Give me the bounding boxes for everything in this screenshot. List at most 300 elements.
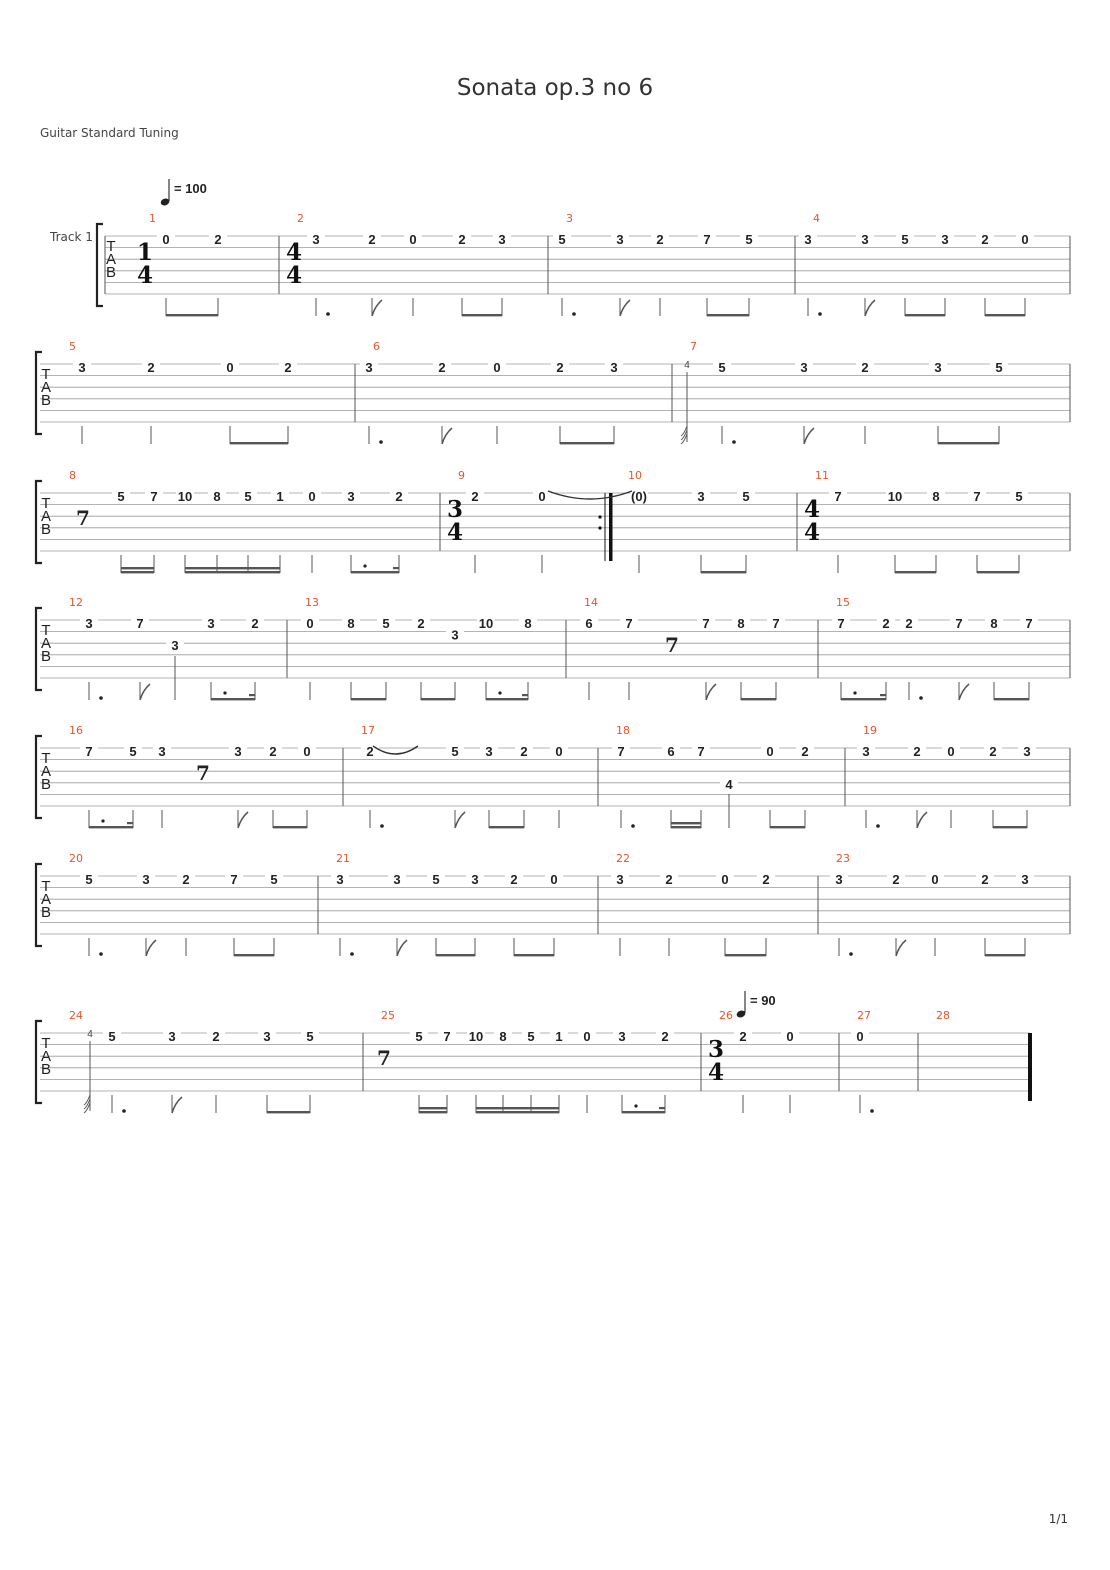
beam: [707, 314, 749, 316]
fret-number: 1: [555, 1029, 563, 1044]
fret-number: 2: [458, 232, 466, 247]
tab-system-2: [36, 340, 1070, 444]
measure-number: 13: [305, 596, 319, 609]
fret-number: 5: [745, 232, 753, 247]
fret-number: 2: [417, 616, 425, 631]
tab-systems: [36, 179, 1070, 1113]
fret-number: 0: [786, 1029, 794, 1044]
repeat-dot: [598, 526, 601, 529]
dotted-rhythm-dot: [732, 440, 736, 444]
fret-number: 8: [213, 489, 221, 504]
beam: [421, 698, 455, 700]
time-signature-top: 1: [136, 239, 154, 266]
dotted-rhythm-dot: [572, 312, 576, 316]
grace-note-fret: 4: [87, 1029, 93, 1040]
fret-number: 2: [182, 872, 190, 887]
fret-number: 5: [1015, 489, 1023, 504]
fret-number: 3: [618, 1029, 626, 1044]
fret-number: 7: [230, 872, 238, 887]
sixteenth-beam: [419, 1107, 447, 1109]
dotted-rhythm-dot: [380, 824, 384, 828]
fret-number: 0: [856, 1029, 864, 1044]
fret-number: 3: [697, 489, 705, 504]
beam: [234, 954, 274, 956]
tab-system-7: [36, 1009, 1032, 1113]
fret-number: 5: [451, 744, 459, 759]
fret-number: 4: [725, 777, 733, 792]
measure-number: 27: [857, 1009, 871, 1022]
fret-number: 5: [742, 489, 750, 504]
fret-number: 2: [510, 872, 518, 887]
tempo-value: = 90: [750, 993, 776, 1008]
beam: [486, 698, 528, 700]
beam: [514, 954, 554, 956]
fret-number: 7: [1025, 616, 1033, 631]
beam: [560, 442, 614, 444]
fret-number: 8: [347, 616, 355, 631]
fret-number: 10: [887, 489, 903, 504]
measure-number: 15: [836, 596, 850, 609]
fret-number: 0: [555, 744, 563, 759]
eighth-flag: [140, 684, 150, 700]
tab-clef-letter: A: [40, 635, 52, 652]
fret-number: 2: [801, 744, 809, 759]
fret-number: 2: [147, 360, 155, 375]
track-label: Track 1: [50, 230, 93, 244]
tab-clef-letter: A: [40, 1048, 52, 1065]
fret-number: 3: [171, 638, 179, 653]
time-signature-bottom: 4: [136, 262, 154, 289]
tab-system-4: [36, 596, 1070, 700]
dotted-rhythm-dot: [870, 1109, 874, 1113]
fret-number: 7: [85, 744, 93, 759]
measure-number: 14: [584, 596, 598, 609]
fret-number: 2: [989, 744, 997, 759]
fret-number: 0: [308, 489, 316, 504]
tab-clef-letter: A: [105, 251, 117, 268]
fret-number: 3: [1021, 872, 1029, 887]
measure-number: 4: [813, 212, 820, 225]
fret-number: 0: [947, 744, 955, 759]
measure-number: 21: [336, 852, 350, 865]
beam: [273, 826, 307, 828]
tempo-marking: [160, 179, 207, 207]
fret-number: 2: [368, 232, 376, 247]
fret-number: 5: [432, 872, 440, 887]
fret-number: 3: [616, 232, 624, 247]
tab-clef-letter: T: [41, 878, 51, 895]
beam: [622, 1111, 665, 1113]
eighth-flag: [397, 940, 407, 956]
fret-number: 5: [117, 489, 125, 504]
fret-number: 3: [1023, 744, 1031, 759]
song-title: Sonata op.3 no 6: [456, 75, 654, 101]
dotted-rhythm-dot: [818, 312, 822, 316]
fret-number: 0: [303, 744, 311, 759]
beam: [994, 698, 1029, 700]
fret-number: 8: [932, 489, 940, 504]
dotted-rhythm-dot: [99, 696, 103, 700]
eighth-flag: [865, 300, 875, 316]
fret-number: 3: [393, 872, 401, 887]
fret-number: 0: [583, 1029, 591, 1044]
fret-number: 2: [762, 872, 770, 887]
fret-number: 0: [306, 616, 314, 631]
fret-number: 5: [129, 744, 137, 759]
fret-number: 7: [150, 489, 158, 504]
fret-number: 3: [804, 232, 812, 247]
dotted-rhythm-dot: [326, 312, 330, 316]
sixteenth-partial-beam: [393, 567, 399, 569]
fret-number: 2: [905, 616, 913, 631]
fret-number: 3: [168, 1029, 176, 1044]
beam: [977, 571, 1019, 573]
measure-number: 8: [69, 469, 76, 482]
dotted-rhythm-dot: [919, 696, 923, 700]
fret-number: 0: [931, 872, 939, 887]
time-signature-top: 4: [803, 496, 821, 523]
beam: [121, 571, 154, 573]
fret-number: 2: [913, 744, 921, 759]
measure-number: 23: [836, 852, 850, 865]
beam: [725, 954, 766, 956]
fret-number: 2: [471, 489, 479, 504]
fret-number: 10: [478, 616, 494, 631]
fret-number: 3: [616, 872, 624, 887]
fret-number: 2: [251, 616, 259, 631]
dotted-rhythm-dot: [223, 691, 226, 694]
fret-number: 2: [269, 744, 277, 759]
time-signature-top: 3: [707, 1036, 725, 1063]
tab-clef-letter: A: [40, 763, 52, 780]
repeat-dot: [598, 515, 601, 518]
fret-number: 5: [527, 1029, 535, 1044]
fret-number: 3: [365, 360, 373, 375]
tab-clef-letter: T: [41, 366, 51, 383]
eighth-flag: [372, 300, 382, 316]
fret-number: 0: [226, 360, 234, 375]
tuning-label: Guitar Standard Tuning: [40, 126, 179, 140]
fret-number: 7: [625, 616, 633, 631]
dotted-rhythm-dot: [350, 952, 354, 956]
fret-number: 3: [78, 360, 86, 375]
fret-number: 5: [108, 1029, 116, 1044]
beam: [741, 698, 776, 700]
fret-number: 7: [955, 616, 963, 631]
fret-number: 0: [493, 360, 501, 375]
fret-number: 3: [158, 744, 166, 759]
fret-number: 2: [520, 744, 528, 759]
fret-number: 3: [471, 872, 479, 887]
beam: [351, 698, 386, 700]
fret-number: 7: [702, 616, 710, 631]
fret-number: 3: [498, 232, 506, 247]
fret-number: 2: [395, 489, 403, 504]
fret-number: 0: [162, 232, 170, 247]
eighth-flag: [804, 428, 814, 444]
measure-number: 6: [373, 340, 380, 353]
fret-number: 5: [306, 1029, 314, 1044]
fret-number: 3: [800, 360, 808, 375]
measure-number: 11: [815, 469, 829, 482]
measure-number: 16: [69, 724, 83, 737]
tab-clef-letter: T: [41, 1035, 51, 1052]
fret-number: 3: [234, 744, 242, 759]
fret-number: (0): [631, 489, 647, 504]
tab-system-3: [36, 469, 1070, 573]
fret-number: 2: [665, 872, 673, 887]
time-signature-bottom: 4: [285, 262, 303, 289]
sixteenth-beam: [671, 822, 701, 824]
beam: [985, 954, 1025, 956]
beam: [993, 826, 1027, 828]
fret-number: 0: [550, 872, 558, 887]
fret-number: 0: [721, 872, 729, 887]
dotted-rhythm-dot: [99, 952, 103, 956]
beam: [230, 442, 288, 444]
dotted-rhythm-dot: [379, 440, 383, 444]
dotted-rhythm-dot: [363, 564, 366, 567]
tab-clef-letter: A: [40, 891, 52, 908]
measure-number: 2: [297, 212, 304, 225]
eighth-flag: [455, 812, 465, 828]
fret-number: 2: [212, 1029, 220, 1044]
tab-clef-letter: B: [40, 392, 52, 409]
measure-number: 18: [616, 724, 630, 737]
eighth-rest: 7: [665, 633, 679, 657]
fret-number: 3: [934, 360, 942, 375]
fret-number: 2: [661, 1029, 669, 1044]
tab-clef-letter: T: [41, 750, 51, 767]
eighth-flag: [896, 940, 906, 956]
beam: [351, 571, 399, 573]
measure-number: 28: [936, 1009, 950, 1022]
fret-number: 0: [766, 744, 774, 759]
tab-clef-letter: T: [106, 238, 116, 255]
fret-number: 8: [524, 616, 532, 631]
tab-system-5: [36, 724, 1070, 828]
beam: [267, 1111, 310, 1113]
beam: [211, 698, 255, 700]
measure-number: 24: [69, 1009, 83, 1022]
sixteenth-partial-beam: [249, 694, 255, 696]
sixteenth-beam: [121, 567, 154, 569]
dotted-rhythm-dot: [631, 824, 635, 828]
beam: [436, 954, 475, 956]
measure-number: 26: [719, 1009, 733, 1022]
beam: [185, 571, 280, 573]
dotted-rhythm-dot: [122, 1109, 126, 1113]
sixteenth-beam: [185, 567, 280, 569]
fret-number: 2: [882, 616, 890, 631]
fret-number: 2: [739, 1029, 747, 1044]
time-signature-bottom: 4: [707, 1059, 725, 1086]
fret-number: 3: [485, 744, 493, 759]
tab-clef-letter: B: [40, 521, 52, 538]
beam: [476, 1111, 559, 1113]
measure-number: 10: [628, 469, 642, 482]
fret-number: 3: [336, 872, 344, 887]
tie-arc: [373, 746, 418, 754]
tab-system-6: [36, 852, 1070, 956]
beam: [701, 571, 746, 573]
fret-number: 3: [835, 872, 843, 887]
fret-number: 3: [862, 744, 870, 759]
fret-number: 2: [981, 232, 989, 247]
fret-number: 0: [538, 489, 546, 504]
fret-number: 3: [347, 489, 355, 504]
tab-clef-letter: T: [41, 495, 51, 512]
system-bracket: [97, 224, 103, 306]
eighth-flag: [620, 300, 630, 316]
fret-number: 1: [276, 489, 284, 504]
fret-number: 7: [617, 744, 625, 759]
dotted-rhythm-dot: [634, 1104, 637, 1107]
sixteenth-partial-beam: [659, 1107, 665, 1109]
eighth-rest: 7: [76, 506, 90, 530]
beam: [938, 442, 999, 444]
fret-number: 3: [610, 360, 618, 375]
sixteenth-beam: [476, 1107, 559, 1109]
measure-number: 20: [69, 852, 83, 865]
measure-number: 9: [458, 469, 465, 482]
fret-number: 3: [861, 232, 869, 247]
fret-number: 2: [556, 360, 564, 375]
tab-clef-letter: T: [41, 622, 51, 639]
beam: [671, 826, 701, 828]
measure-number: 17: [361, 724, 375, 737]
fret-number: 3: [941, 232, 949, 247]
tab-system-1: [97, 212, 1070, 316]
measure-number: 1: [149, 212, 156, 225]
fret-number: 8: [737, 616, 745, 631]
measure-number: 7: [690, 340, 697, 353]
dotted-rhythm-dot: [849, 952, 853, 956]
tempo-marking: [736, 991, 776, 1019]
time-signature-bottom: 4: [446, 519, 464, 546]
fret-number: 5: [558, 232, 566, 247]
beam: [419, 1111, 447, 1113]
dotted-rhythm-dot: [498, 691, 501, 694]
measure-number: 3: [566, 212, 573, 225]
sixteenth-partial-beam: [127, 822, 133, 824]
measure-number: 5: [69, 340, 76, 353]
eighth-flag: [706, 684, 716, 700]
beam: [895, 571, 936, 573]
time-signature-top: 3: [446, 496, 464, 523]
fret-number: 10: [468, 1029, 484, 1044]
time-signature-bottom: 4: [803, 519, 821, 546]
fret-number: 2: [284, 360, 292, 375]
measure-number: 19: [863, 724, 877, 737]
fret-number: 5: [718, 360, 726, 375]
dotted-rhythm-dot: [853, 691, 856, 694]
fret-number: 8: [499, 1029, 507, 1044]
fret-number: 0: [1021, 232, 1029, 247]
dotted-rhythm-dot: [101, 819, 104, 822]
eighth-flag: [146, 940, 156, 956]
fret-number: 7: [443, 1029, 451, 1044]
fret-number: 3: [451, 627, 459, 643]
tab-clef-letter: A: [40, 379, 52, 396]
beam: [489, 826, 524, 828]
fret-number: 6: [667, 744, 675, 759]
beam: [166, 314, 218, 316]
tab-clef-letter: B: [40, 648, 52, 665]
fret-number: 6: [585, 616, 593, 631]
fret-number: 2: [861, 360, 869, 375]
sixteenth-partial-beam: [880, 694, 886, 696]
fret-number: 7: [973, 489, 981, 504]
repeat-end-barline: [609, 493, 613, 561]
fret-number: 7: [837, 616, 845, 631]
fret-number: 2: [366, 744, 374, 759]
fret-number: 7: [772, 616, 780, 631]
fret-number: 3: [312, 232, 320, 247]
fret-number: 7: [834, 489, 842, 504]
fret-number: 3: [207, 616, 215, 631]
time-signature-top: 4: [285, 239, 303, 266]
grace-note-fret: 4: [684, 360, 690, 371]
tempo-value: = 100: [174, 181, 207, 196]
eighth-rest: 7: [196, 761, 210, 785]
fret-number: 3: [263, 1029, 271, 1044]
fret-number: 7: [697, 744, 705, 759]
measure-number: 25: [381, 1009, 395, 1022]
fret-number: 2: [656, 232, 664, 247]
final-barline: [1028, 1033, 1032, 1101]
fret-number: 8: [990, 616, 998, 631]
fret-number: 5: [244, 489, 252, 504]
beam: [89, 826, 133, 828]
eighth-flag: [442, 428, 452, 444]
fret-number: 5: [270, 872, 278, 887]
fret-number: 5: [85, 872, 93, 887]
eighth-rest: 7: [377, 1046, 391, 1070]
beam: [841, 698, 886, 700]
fret-number: 5: [382, 616, 390, 631]
fret-number: 10: [177, 489, 193, 504]
fret-number: 2: [214, 232, 222, 247]
tab-clef-letter: A: [40, 508, 52, 525]
fret-number: 7: [136, 616, 144, 631]
fret-number: 5: [901, 232, 909, 247]
page-number: 1/1: [1048, 1512, 1068, 1526]
fret-number: 7: [703, 232, 711, 247]
eighth-flag: [238, 812, 248, 828]
fret-number: 2: [892, 872, 900, 887]
measure-number: 12: [69, 596, 83, 609]
eighth-flag: [172, 1097, 182, 1113]
dotted-rhythm-dot: [876, 824, 880, 828]
fret-number: 3: [142, 872, 150, 887]
fret-number: 5: [995, 360, 1003, 375]
fret-number: 2: [981, 872, 989, 887]
tab-clef-letter: B: [40, 1061, 52, 1078]
beam: [985, 314, 1025, 316]
fret-number: 2: [438, 360, 446, 375]
fret-number: 0: [409, 232, 417, 247]
tab-clef-letter: B: [40, 904, 52, 921]
eighth-flag: [917, 812, 927, 828]
beam: [905, 314, 945, 316]
measure-number: 22: [616, 852, 630, 865]
eighth-flag: [959, 684, 969, 700]
beam: [462, 314, 502, 316]
tie-arc: [548, 491, 632, 499]
tab-clef-letter: B: [40, 776, 52, 793]
tab-clef-letter: B: [105, 264, 117, 281]
